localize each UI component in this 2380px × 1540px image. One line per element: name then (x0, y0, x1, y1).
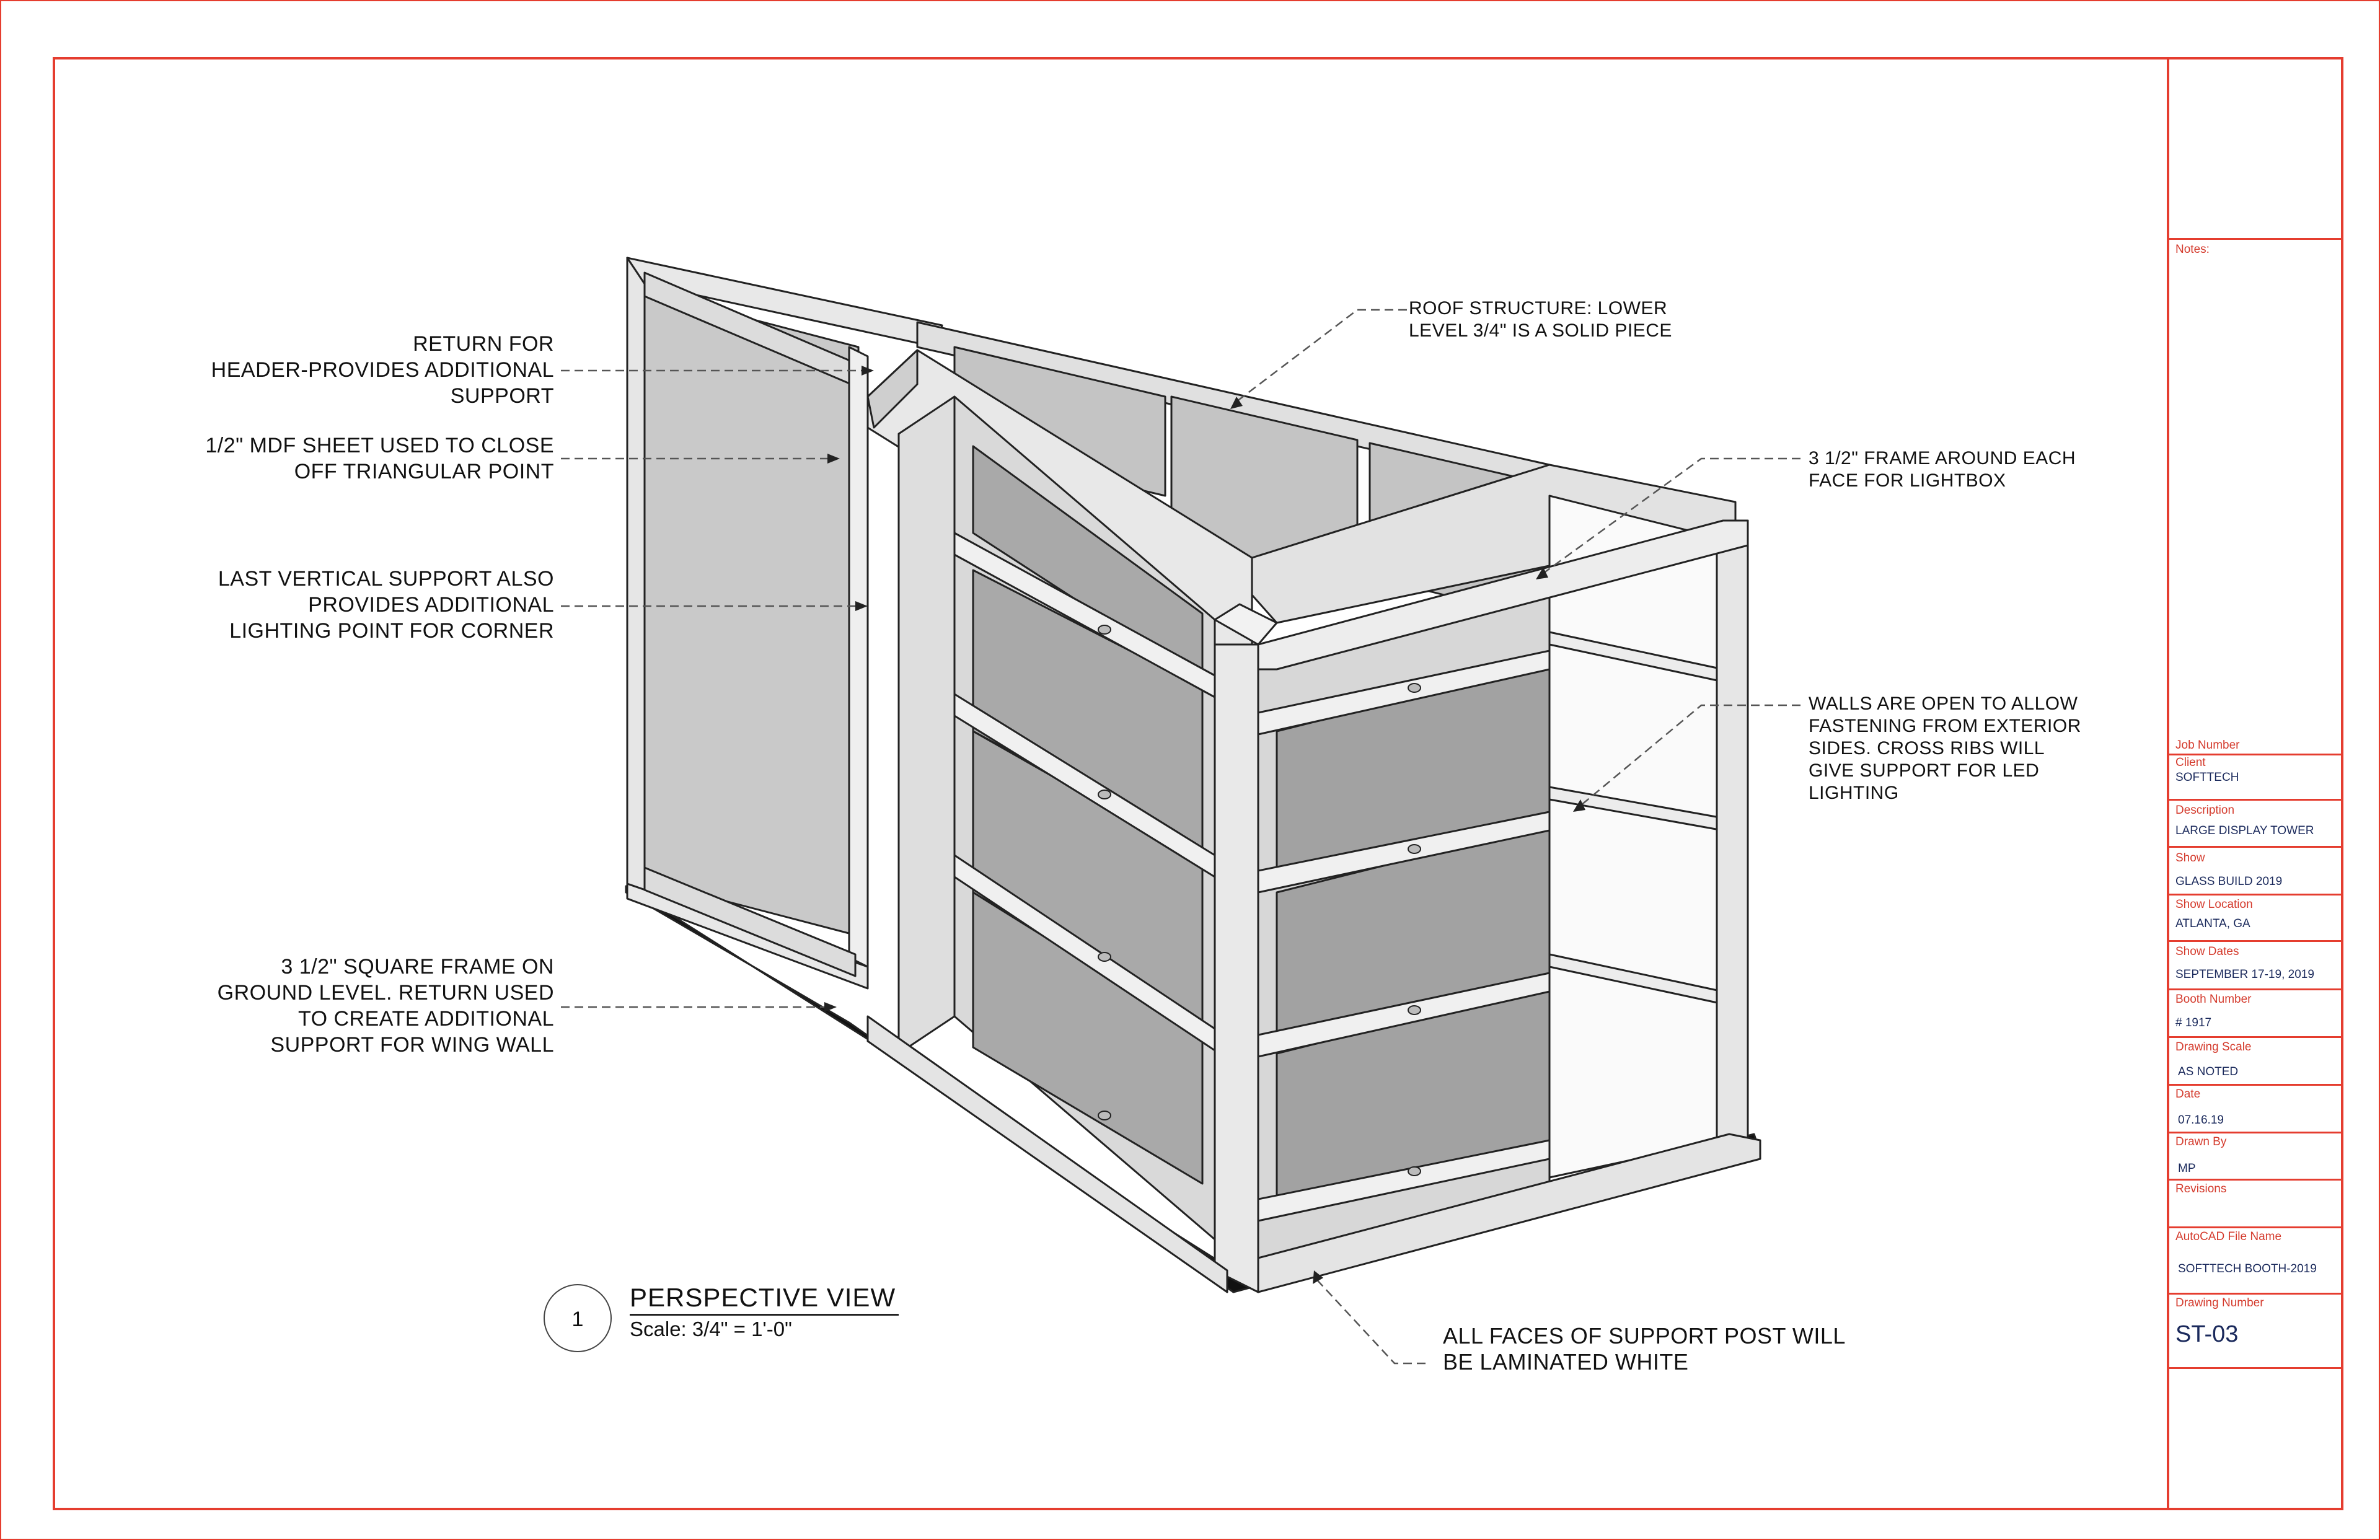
notes-label: Notes: (2175, 243, 2210, 256)
side-open-wall (1549, 496, 1723, 1177)
callout-frame-lightbox (1809, 447, 2076, 492)
show-label: Show (2175, 851, 2205, 865)
wing-wall-sheet (645, 291, 858, 936)
drawing-number-label: Drawing Number (2175, 1296, 2264, 1309)
fastener-dot (1098, 1111, 1111, 1120)
title-block-divider (2169, 238, 2343, 240)
fastener-dot (1408, 1006, 1421, 1014)
fastener-dot (1098, 625, 1111, 634)
title-block-divider (2169, 988, 2343, 990)
callout-line: 1/2" MDF SHEET USED TO CLOSE (205, 434, 554, 457)
callout-line: BE LAMINATED WHITE (1443, 1349, 1689, 1375)
callout-line: SUPPORT FOR WING WALL (270, 1033, 554, 1057)
callout-line: LAST VERTICAL SUPPORT ALSO (218, 567, 554, 591)
callout-line: LIGHTING POINT FOR CORNER (229, 619, 554, 643)
callout-line: ALL FACES OF SUPPORT POST WILL (1443, 1323, 1846, 1349)
show-dates-value: SEPTEMBER 17-19, 2019 (2175, 968, 2314, 981)
callout-walls-open (1809, 693, 2081, 804)
title-block-divider (2169, 894, 2343, 895)
title-block-divider (2169, 1293, 2343, 1295)
title-block-divider (2169, 1179, 2343, 1181)
title-block-divider (2169, 940, 2343, 942)
last-vertical-support (849, 347, 868, 967)
drawn-by-value: MP (2178, 1162, 2196, 1175)
callout-line: ROOF STRUCTURE: LOWER (1409, 298, 1668, 319)
view-scale: Scale: 3/4" = 1'-0" (630, 1318, 792, 1340)
wing-wall-outer-post (627, 258, 645, 892)
callout-line: WALLS ARE OPEN TO ALLOW (1809, 693, 2078, 714)
callout-line: 3 1/2" SQUARE FRAME ON (281, 955, 554, 979)
callout-line: LIGHTING (1809, 783, 1899, 803)
title-block-divider (2169, 846, 2343, 848)
title-block-divider (2169, 1367, 2343, 1369)
callout-line: HEADER-PROVIDES ADDITIONAL (211, 358, 554, 382)
callout-line: FASTENING FROM EXTERIOR (1809, 716, 2081, 736)
leader-support-post (1314, 1277, 1426, 1363)
drawing-scale-label: Drawing Scale (2175, 1041, 2252, 1054)
autocad-file-label: AutoCAD File Name (2175, 1230, 2282, 1243)
callout-line: LEVEL 3/4" IS A SOLID PIECE (1409, 320, 1672, 341)
callout-mdf-sheet (205, 433, 554, 485)
callout-line: GIVE SUPPORT FOR LED (1809, 760, 2040, 781)
client-label: Client (2175, 756, 2206, 769)
title-block-divider (2169, 1036, 2343, 1038)
callout-line: SUPPORT (450, 384, 554, 408)
callout-line: RETURN FOR (413, 332, 554, 356)
central-post (899, 397, 954, 1054)
autocad-file-value: SOFTTECH BOOTH-2019 (2178, 1262, 2317, 1275)
job-number-label: Job Number (2175, 739, 2240, 752)
callout-line: PROVIDES ADDITIONAL (308, 593, 554, 617)
title-block-divider (2169, 799, 2343, 801)
arrowhead (824, 1002, 837, 1012)
view-title: PERSPECTIVE VIEW (630, 1283, 896, 1312)
date-value: 07.16.19 (2178, 1114, 2224, 1127)
callout-line: OFF TRIANGULAR POINT (294, 460, 554, 483)
corner-post-front (1215, 645, 1258, 1292)
title-block (2167, 57, 2343, 1510)
booth-number-label: Booth Number (2175, 993, 2252, 1006)
callout-last-vertical (218, 566, 554, 644)
fastener-dot (1098, 790, 1111, 799)
drawn-by-label: Drawn By (2175, 1135, 2227, 1148)
view-number-bubble: 1 (544, 1284, 612, 1352)
title-block-divider (2169, 1226, 2343, 1228)
fastener-dot (1408, 1167, 1421, 1176)
fastener-dot (1408, 845, 1421, 853)
title-block-divider (2169, 754, 2343, 755)
view-title-rule (630, 1314, 899, 1316)
rear-corner-post (1717, 521, 1748, 1159)
show-dates-label: Show Dates (2175, 945, 2239, 958)
callout-line: GROUND LEVEL. RETURN USED (217, 981, 554, 1005)
callout-roof-structure (1409, 297, 1672, 342)
booth-number-value: # 1917 (2175, 1016, 2212, 1029)
callout-support-post (1443, 1323, 1846, 1375)
title-block-divider (2169, 1132, 2343, 1133)
drawing-scale-value: AS NOTED (2178, 1065, 2239, 1078)
drawing-number-value: ST-03 (2175, 1321, 2239, 1347)
date-label: Date (2175, 1088, 2201, 1101)
leader-roof-structure (1236, 310, 1407, 402)
callout-line: 3 1/2" FRAME AROUND EACH (1809, 448, 2076, 469)
callout-line: FACE FOR LIGHTBOX (1809, 470, 2006, 491)
callout-square-frame (218, 954, 554, 1058)
callout-line: SIDES. CROSS RIBS WILL (1809, 738, 2045, 759)
callout-line: TO CREATE ADDITIONAL (298, 1007, 554, 1031)
title-block-divider (2169, 1084, 2343, 1086)
description-label: Description (2175, 804, 2235, 817)
revisions-label: Revisions (2175, 1182, 2227, 1195)
show-location-value: ATLANTA, GA (2175, 917, 2250, 930)
fastener-dot (1098, 953, 1111, 961)
callout-return-header (211, 331, 554, 409)
show-value: GLASS BUILD 2019 (2175, 875, 2283, 888)
client-value: SOFTTECH (2175, 771, 2239, 784)
description-value: LARGE DISPLAY TOWER (2175, 824, 2314, 837)
show-location-label: Show Location (2175, 898, 2253, 911)
fastener-dot (1408, 684, 1421, 692)
